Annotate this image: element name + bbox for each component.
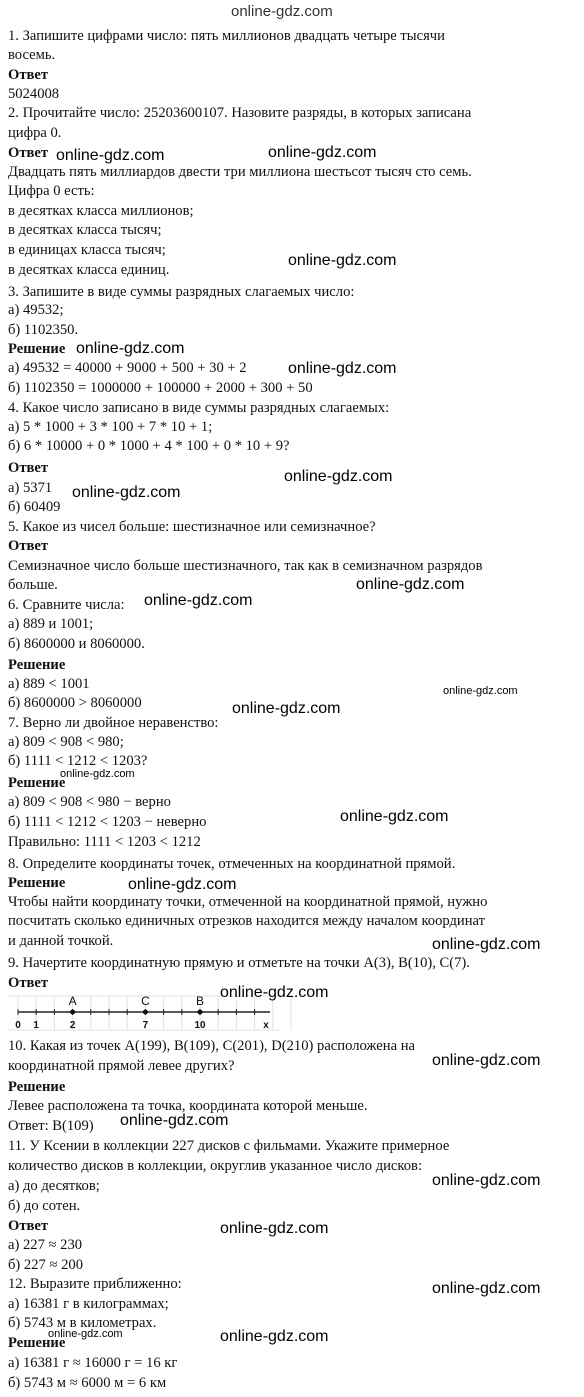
watermark: online-gdz.com (72, 484, 181, 501)
watermark: online-gdz.com (60, 768, 135, 780)
tick-label: 2 (69, 1020, 76, 1031)
watermark: online-gdz.com (432, 1172, 541, 1189)
point-label: A (68, 994, 77, 1008)
watermark: online-gdz.com (340, 808, 449, 825)
watermark: online-gdz.com (284, 468, 393, 485)
text-line: восемь. (8, 47, 56, 63)
text-line: б) 1111 < 1212 < 1203 − неверно (8, 814, 207, 830)
section-heading: Ответ (8, 145, 49, 161)
text-line: б) 8600000 и 8060000. (8, 636, 145, 652)
text-line: б) 1111 < 1212 < 1203? (8, 753, 148, 769)
tick-label: 1 (33, 1020, 39, 1031)
watermark: online-gdz.com (56, 147, 165, 164)
text-line: а) 809 < 908 < 980; (8, 734, 124, 750)
tick-label: 10 (194, 1020, 206, 1031)
text-line: а) 889 < 1001 (8, 676, 90, 692)
text-line: б) 5743 м в километрах. (8, 1315, 157, 1331)
text-line: посчитать сколько единичных отрезков находится между началом координат (8, 913, 486, 929)
text-line: 12. Выразите приближенно: (8, 1276, 182, 1292)
section-heading: Ответ (8, 67, 49, 83)
text-line: Чтобы найти координату точки, отмеченной на координатной прямой, нужно (8, 894, 488, 910)
text-line: б) 60409 (8, 499, 61, 515)
axis-name-label: x (263, 1020, 269, 1031)
text-line: б) до сотен. (8, 1198, 81, 1214)
text-line: количество дисков в коллекции, округлив указанное число дисков: (8, 1158, 422, 1174)
text-line: и данной точкой. (8, 933, 114, 949)
text-line: координатной прямой левее других? (8, 1058, 235, 1074)
text-line: б) 227 ≈ 200 (8, 1257, 84, 1273)
point-label: C (141, 994, 150, 1008)
watermark: online-gdz.com (356, 576, 465, 593)
text-line: а) 16381 г ≈ 16000 г = 16 кг (8, 1355, 178, 1371)
point-label: B (195, 994, 205, 1008)
section-heading: Решение (8, 341, 66, 357)
text-line: б) 8600000 > 8060000 (8, 695, 142, 711)
text-line: а) 5 * 1000 + 3 * 100 + 7 * 10 + 1; (8, 419, 213, 435)
watermark: online-gdz.com (48, 1328, 123, 1340)
watermark: online-gdz.com (231, 3, 333, 20)
text-line: 1. Запишите цифрами число: пять миллионов двадцать четыре тысячи (8, 28, 445, 44)
text-line: 8. Определите координаты точек, отмеченных на координатной прямой. (8, 856, 456, 872)
text-line: больше. (8, 577, 58, 593)
text-line: а) до десятков; (8, 1178, 100, 1194)
text-line: Левее расположена та точка, координата которой меньше. (8, 1098, 368, 1114)
watermark: online-gdz.com (432, 1280, 541, 1297)
section-heading: Решение (8, 875, 66, 891)
watermark: online-gdz.com (128, 876, 237, 893)
watermark: online-gdz.com (432, 1052, 541, 1069)
point-marker (198, 1010, 203, 1015)
watermark: online-gdz.com (288, 360, 397, 377)
text-line: б) 5743 м ≈ 6000 м = 6 км (8, 1375, 167, 1391)
text-line: а) 809 < 908 < 980 − верно (8, 794, 171, 810)
text-line: а) 16381 г в килограммах; (8, 1296, 169, 1312)
watermark: online-gdz.com (220, 1328, 329, 1345)
section-heading: Ответ (8, 538, 49, 554)
text-line: б) 6 * 10000 + 0 * 1000 + 4 * 100 + 0 * 10 + 9? (8, 438, 290, 454)
text-line: 10. Какая из точек А(199), В(109), С(201), D(210) расположена на (8, 1038, 415, 1054)
watermark: online-gdz.com (232, 700, 341, 717)
tick-label: 0 (15, 1020, 21, 1031)
watermark: online-gdz.com (432, 936, 541, 953)
section-heading: Ответ (8, 460, 49, 476)
point-marker (70, 1010, 75, 1015)
text-line: 4. Какое число записано в виде суммы разрядных слагаемых: (8, 400, 390, 416)
watermark: online-gdz.com (220, 1220, 329, 1237)
text-line: Правильно: 1111 < 1203 < 1212 (8, 834, 201, 850)
section-heading: Ответ (8, 1218, 49, 1234)
watermark: online-gdz.com (288, 252, 397, 269)
text-line: Ответ: В(109) (8, 1118, 94, 1134)
watermark: online-gdz.com (220, 984, 329, 1001)
section-heading: Решение (8, 1079, 66, 1095)
text-line: а) 889 и 1001; (8, 616, 94, 632)
text-line: б) 1102350 = 1000000 + 100000 + 2000 + 300 + 50 (8, 380, 313, 396)
text-line: Семизначное число больше шестизначного, так как в семизначном разрядов (8, 558, 483, 574)
watermark: online-gdz.com (76, 340, 185, 357)
text-line: в десятках класса миллионов; (8, 203, 194, 219)
text-line: а) 5371 (8, 480, 53, 496)
text-line: б) 1102350. (8, 322, 79, 338)
text-line: в десятках класса тысяч; (8, 222, 162, 238)
watermark: online-gdz.com (443, 685, 518, 697)
text-line: 11. У Ксении в коллекции 227 дисков с фильмами. Укажите примерное (8, 1138, 450, 1154)
section-heading: Решение (8, 657, 66, 673)
section-heading: Решение (8, 1335, 66, 1351)
watermark: online-gdz.com (120, 1112, 229, 1129)
watermark: online-gdz.com (268, 144, 377, 161)
text-line: 6. Сравните числа: (8, 597, 125, 613)
text-line: в единицах класса тысяч; (8, 242, 166, 258)
text-line: Цифра 0 есть: (8, 183, 95, 199)
text-line: 2. Прочитайте число: 25203600107. Назовите разряды, в которых записана (8, 105, 472, 121)
text-line: 5. Какое из чисел больше: шестизначное или семизначное? (8, 519, 376, 535)
text-line: а) 227 ≈ 230 (8, 1237, 83, 1253)
text-line: 7. Верно ли двойное неравенство: (8, 715, 219, 731)
text-line: 5024008 (8, 86, 60, 102)
text-line: Двадцать пять миллиардов двести три миллиона шестьсот тысяч сто семь. (8, 164, 472, 180)
text-line: цифра 0. (8, 125, 62, 141)
text-line: а) 49532 = 40000 + 9000 + 500 + 30 + 2 (8, 360, 247, 376)
text-line: 9. Начертите координатную прямую и отметьте на точки А(3), В(10), С(7). (8, 955, 470, 971)
point-marker (143, 1010, 148, 1015)
text-line: а) 49532; (8, 302, 64, 318)
watermark: online-gdz.com (144, 592, 253, 609)
tick-label: 7 (142, 1020, 149, 1031)
section-heading: Ответ (8, 975, 49, 991)
text-line: 3. Запишите в виде суммы разрядных слагаемых число: (8, 284, 355, 300)
section-heading: Решение (8, 775, 66, 791)
text-line: в десятках класса единиц. (8, 262, 170, 278)
